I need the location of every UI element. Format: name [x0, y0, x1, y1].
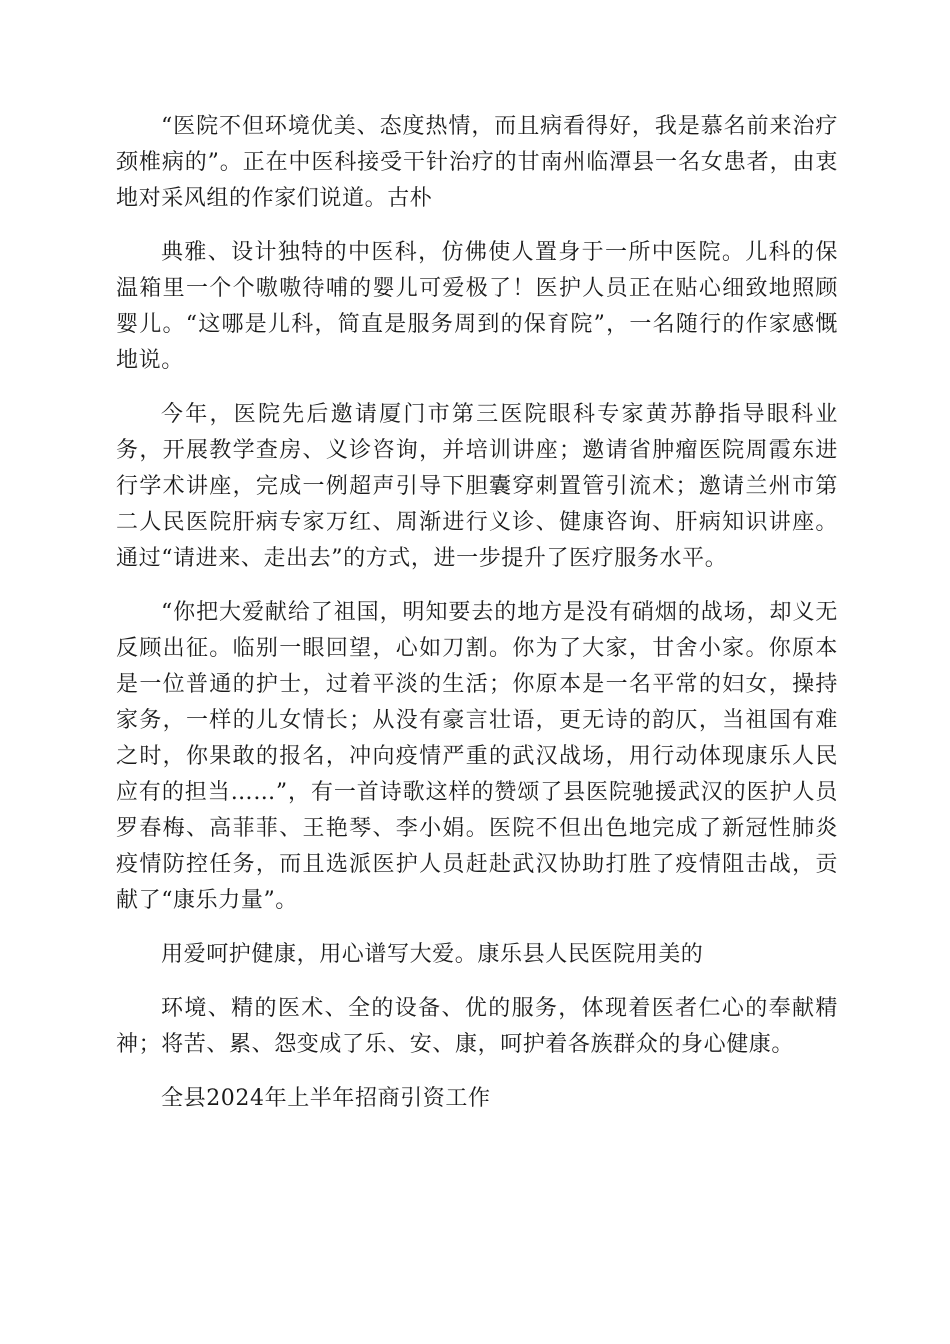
document-body: [116, 109, 838, 1135]
paragraph-patient-quote: “医院不但环境优美、态度热情，而且病看得好，我是慕名前来治疗颈椎病的”。正在中医科接受干针治疗的甘南州临潭县一名女患者，由衷地对采风组的作家们说道。古朴: [116, 114, 838, 211]
paragraph-pediatrics: 典雅、设计独特的中医科，仿佛使人置身于一所中医院。儿科的保温箱里一个个嗷嗷待哺的婴儿可爱极了！医护人员正在贴心细致地照顾婴儿。“这哪是儿科，简直是服务周到的保育院”，一名随行的作家感慨地说。: [116, 240, 838, 373]
paragraph-dedication: 环境、精的医术、全的设备、优的服务，体现着医者仁心的奉献精神；将苦、累、怨变成了乐、安、康，呵护着各族群众的身心健康。: [116, 996, 838, 1057]
paragraph-investment-heading: 全县2024年上半年招商引资工作: [161, 1086, 491, 1111]
paragraph-poem: “你把大爱献给了祖国，明知要去的地方是没有硝烟的战场，却义无反顾出征。临别一眼回望，心如刀割。你为了大家，甘舍小家。你原本是一位普通的护士，过着平淡的生活；你原本是一名平常的妇女，操持家务，一样的儿女情长；从没有豪言壮语，更无诗的韵仄，当祖国有难之时，你果敢的报名，冲向疫情严重的武汉战场，用行动体现康乐人民应有的担当……”，有一首诗歌这样的赞颂了县医院驰援武汉的医护人员罗春梅、高菲菲、王艳琴、李小娟。医院不但出色地完成了新冠性肺炎疫情防控任务，而且选派医护人员赶赴武汉协助打胜了疫情阻击战，贡献了“康乐力量”。: [116, 600, 838, 913]
paragraph-love-health: 用爱呵护健康，用心谱写大爱。康乐县人民医院用美的: [161, 942, 704, 967]
paragraph-experts: 今年，医院先后邀请厦门市第三医院眼科专家黄苏静指导眼科业务，开展教学查房、义诊咨询，并培训讲座；邀请省肿瘤医院周霞东进行学术讲座，完成一例超声引导下胆囊穿刺置管引流术；邀请兰州市第二人民医院肝病专家万红、周渐进行义诊、健康咨询、肝病知识讲座。通过“请进来、走出去”的方式，进一步提升了医疗服务水平。: [116, 402, 838, 571]
